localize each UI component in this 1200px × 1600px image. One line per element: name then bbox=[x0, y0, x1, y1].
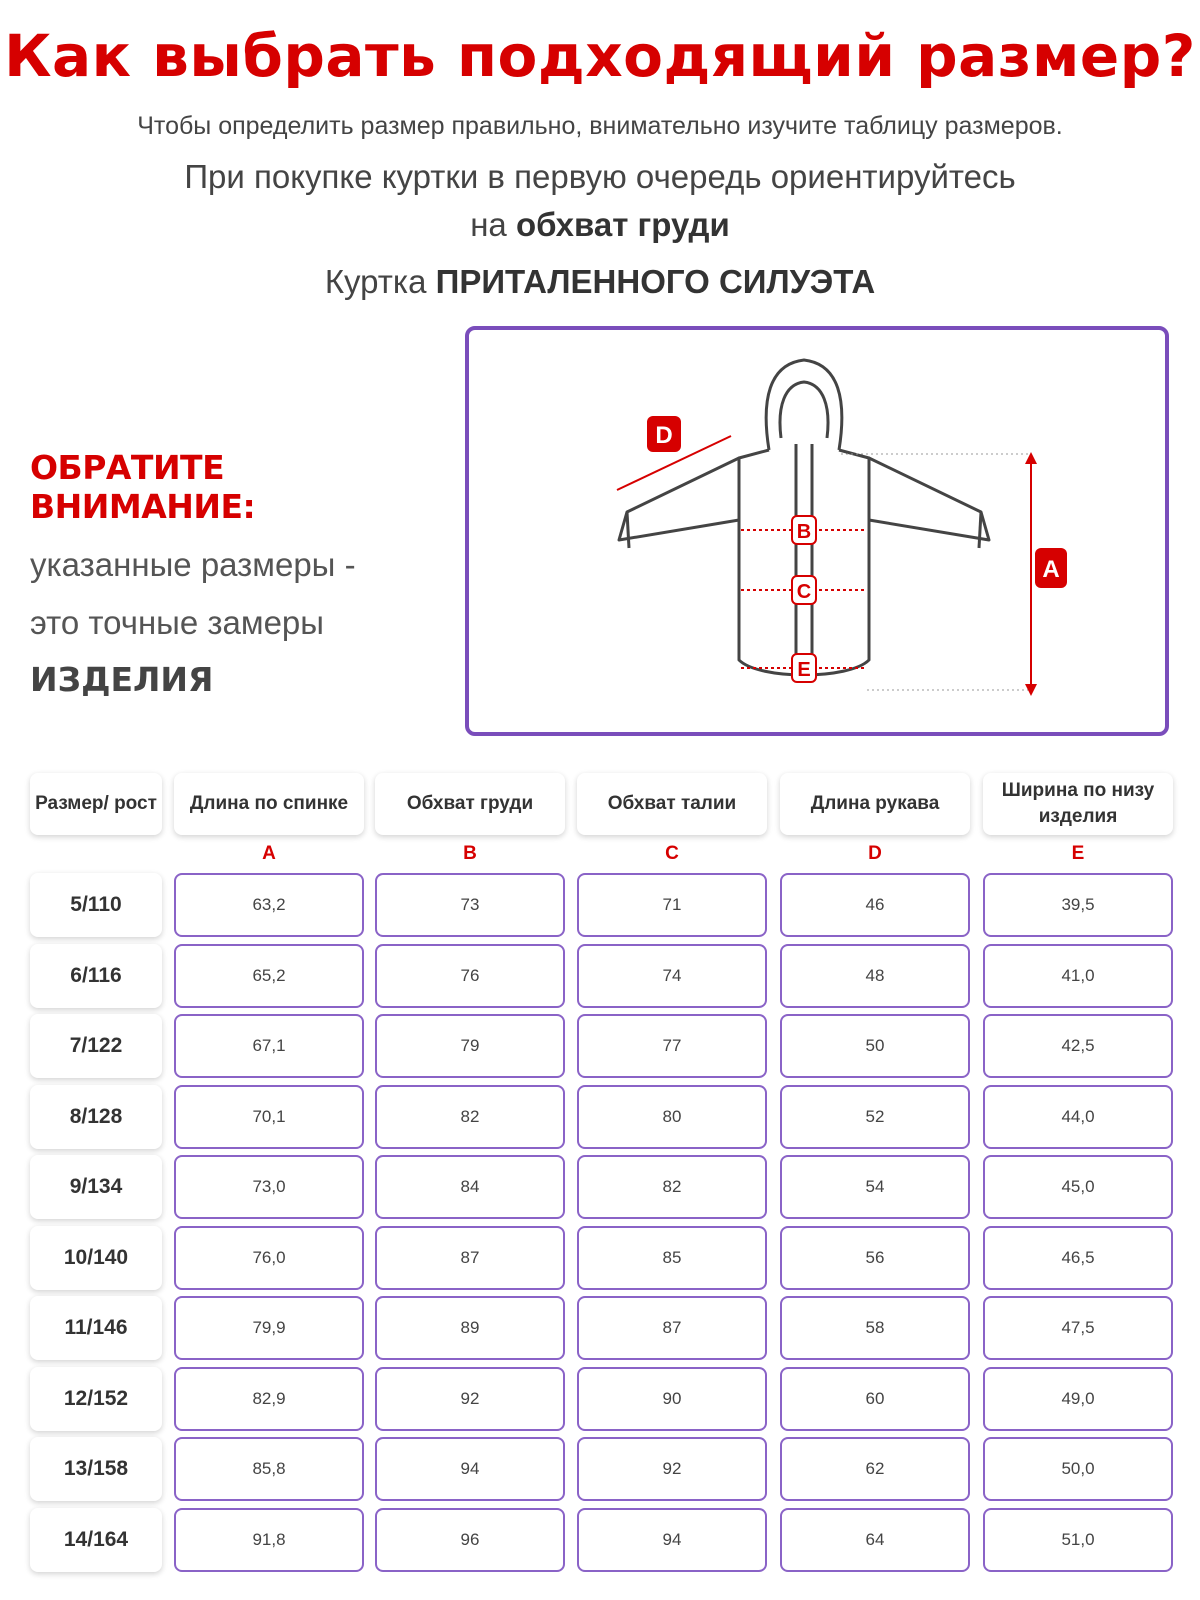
table-cell: 42,5 bbox=[983, 1014, 1173, 1078]
table-cell: 80 bbox=[577, 1085, 767, 1149]
table-cell: 87 bbox=[375, 1226, 565, 1290]
table-cell: 96 bbox=[375, 1508, 565, 1572]
size-label: 13/158 bbox=[30, 1437, 162, 1501]
table-cell: 76,0 bbox=[174, 1226, 364, 1290]
size-label: 11/146 bbox=[30, 1296, 162, 1360]
table-cell: 39,5 bbox=[983, 873, 1173, 937]
lead-line-2-prefix: на bbox=[470, 206, 516, 243]
label-c: C bbox=[796, 581, 812, 603]
table-cell: 84 bbox=[375, 1155, 565, 1219]
table-cell: 67,1 bbox=[174, 1014, 364, 1078]
jacket-diagram bbox=[465, 326, 1169, 736]
table-cell: 92 bbox=[375, 1367, 565, 1431]
table-cell: 62 bbox=[780, 1437, 970, 1501]
table-cell: 89 bbox=[375, 1296, 565, 1360]
header-back-length: Длина по спинке bbox=[174, 773, 364, 835]
table-cell: 64 bbox=[780, 1508, 970, 1572]
lead-line-3-bold: ПРИТАЛЕННОГО СИЛУЭТА bbox=[435, 263, 876, 300]
notice-line-1: указанные размеры - bbox=[30, 546, 356, 583]
table-cell: 82 bbox=[375, 1085, 565, 1149]
label-e: E bbox=[797, 659, 811, 681]
table-cell: 94 bbox=[375, 1437, 565, 1501]
lead-line-2-bold: обхват груди bbox=[515, 206, 730, 243]
column-letter-c: C bbox=[665, 843, 679, 864]
column-letter-a: A bbox=[262, 843, 276, 864]
table-cell: 65,2 bbox=[174, 944, 364, 1008]
size-label: 14/164 bbox=[30, 1508, 162, 1572]
page-subtitle: Чтобы определить размер правильно, внимательно изучите таблицу размеров. bbox=[137, 112, 1063, 140]
size-label: 6/116 bbox=[30, 944, 162, 1008]
header-sleeve-length: Длина рукава bbox=[780, 773, 970, 835]
size-label: 7/122 bbox=[30, 1014, 162, 1078]
table-cell: 63,2 bbox=[174, 873, 364, 937]
label-d: D bbox=[655, 422, 673, 449]
table-cell: 46,5 bbox=[983, 1226, 1173, 1290]
header-size: Размер/ рост bbox=[30, 773, 162, 835]
size-label: 9/134 bbox=[30, 1155, 162, 1219]
table-cell: 85 bbox=[577, 1226, 767, 1290]
header-waist: Обхват талии bbox=[577, 773, 767, 835]
table-cell: 82 bbox=[577, 1155, 767, 1219]
table-cell: 79,9 bbox=[174, 1296, 364, 1360]
table-cell: 74 bbox=[577, 944, 767, 1008]
column-letter-b: B bbox=[463, 843, 477, 864]
lead-line-3-prefix: Куртка bbox=[324, 263, 436, 300]
size-label: 8/128 bbox=[30, 1085, 162, 1149]
table-cell: 52 bbox=[780, 1085, 970, 1149]
table-cell: 71 bbox=[577, 873, 767, 937]
table-cell: 51,0 bbox=[983, 1508, 1173, 1572]
table-cell: 50 bbox=[780, 1014, 970, 1078]
table-cell: 47,5 bbox=[983, 1296, 1173, 1360]
size-label: 12/152 bbox=[30, 1367, 162, 1431]
table-cell: 87 bbox=[577, 1296, 767, 1360]
table-cell: 44,0 bbox=[983, 1085, 1173, 1149]
table-cell: 77 bbox=[577, 1014, 767, 1078]
table-cell: 46 bbox=[780, 873, 970, 937]
lead-line-3 bbox=[0, 263, 1200, 301]
table-cell: 91,8 bbox=[174, 1508, 364, 1572]
lead-line-2 bbox=[0, 206, 1200, 244]
table-cell: 82,9 bbox=[174, 1367, 364, 1431]
page-title: Как выбрать подходящий размер? bbox=[4, 22, 1196, 90]
jacket-illustration bbox=[469, 330, 1165, 732]
table-cell: 73 bbox=[375, 873, 565, 937]
label-a: A bbox=[1042, 556, 1060, 583]
notice-title: ОБРАТИТЕ ВНИМАНИЕ: bbox=[30, 448, 256, 526]
table-cell: 90 bbox=[577, 1367, 767, 1431]
table-cell: 79 bbox=[375, 1014, 565, 1078]
notice-line-3: ИЗДЕЛИЯ bbox=[30, 660, 214, 699]
table-cell: 41,0 bbox=[983, 944, 1173, 1008]
column-letter-d: D bbox=[868, 843, 882, 864]
table-cell: 85,8 bbox=[174, 1437, 364, 1501]
table-cell: 48 bbox=[780, 944, 970, 1008]
lead-line-1: При покупке куртки в первую очередь ориентируйтесь bbox=[184, 158, 1016, 195]
header-chest: Обхват груди bbox=[375, 773, 565, 835]
table-cell: 94 bbox=[577, 1508, 767, 1572]
table-cell: 49,0 bbox=[983, 1367, 1173, 1431]
table-cell: 54 bbox=[780, 1155, 970, 1219]
table-cell: 58 bbox=[780, 1296, 970, 1360]
notice-line-2: это точные замеры bbox=[30, 604, 325, 641]
table-cell: 45,0 bbox=[983, 1155, 1173, 1219]
table-cell: 60 bbox=[780, 1367, 970, 1431]
header-hem-width: Ширина по низу изделия bbox=[983, 773, 1173, 835]
table-cell: 73,0 bbox=[174, 1155, 364, 1219]
table-cell: 92 bbox=[577, 1437, 767, 1501]
size-label: 10/140 bbox=[30, 1226, 162, 1290]
notice-block bbox=[30, 448, 450, 699]
table-cell: 50,0 bbox=[983, 1437, 1173, 1501]
column-letter-e: E bbox=[1071, 843, 1085, 864]
table-cell: 76 bbox=[375, 944, 565, 1008]
size-label: 5/110 bbox=[30, 873, 162, 937]
table-cell: 70,1 bbox=[174, 1085, 364, 1149]
label-b: B bbox=[796, 521, 812, 543]
table-cell: 56 bbox=[780, 1226, 970, 1290]
